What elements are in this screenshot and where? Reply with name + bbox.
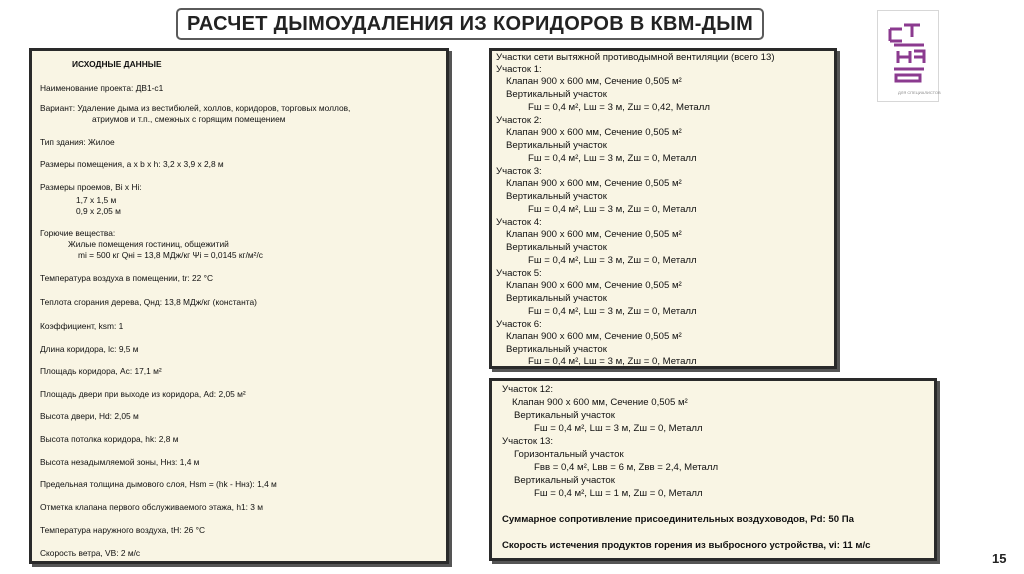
title-banner bbox=[176, 8, 764, 40]
text-line: Высота незадымляемой зоны, Hнз: 1,4 м bbox=[40, 457, 200, 467]
text-line: Участок 13: bbox=[502, 436, 554, 447]
text-line: Вертикальный участок bbox=[506, 293, 607, 304]
text-line: Высота двери, Hd: 2,05 м bbox=[40, 411, 139, 421]
text-line: 1,7 x 1,5 м bbox=[76, 195, 117, 205]
text-line: Вертикальный участок bbox=[506, 242, 607, 253]
text-line: Участок 4: bbox=[496, 217, 542, 228]
page-title: РАСЧЕТ ДЫМОУДАЛЕНИЯ ИЗ КОРИДОРОВ В КВМ-ДЫМ bbox=[186, 12, 754, 35]
text-line: Вариант: Удаление дыма из вестибюлей, холлов, коридоров, торговых моллов, bbox=[40, 103, 351, 113]
text-line: Площадь коридора, Ac: 17,1 м² bbox=[40, 366, 162, 376]
text-line: Fвв = 0,4 м², Lвв = 6 м, Zвв = 2,4, Металл bbox=[534, 462, 719, 473]
text-line: Fш = 0,4 м², Lш = 3 м, Zш = 0, Металл bbox=[528, 153, 697, 164]
text-line: Клапан 900 x 600 мм, Сечение 0,505 м² bbox=[506, 280, 682, 291]
text-line: Участок 12: bbox=[502, 384, 554, 395]
logo-caption: ДЛЯ СПЕЦИАЛИСТОВ bbox=[898, 90, 941, 95]
text-line: Скорость истечения продуктов горения из выбросного устройства, vi: 11 м/с bbox=[502, 540, 871, 551]
text-line: Клапан 900 x 600 мм, Сечение 0,505 м² bbox=[506, 76, 682, 87]
text-line: Fш = 0,4 м², Lш = 1 м, Zш = 0, Металл bbox=[534, 488, 703, 499]
text-line: Участок 5: bbox=[496, 268, 542, 279]
section-heading: ИСХОДНЫЕ ДАННЫЕ bbox=[72, 59, 162, 69]
text-line: Клапан 900 x 600 мм, Сечение 0,505 м² bbox=[506, 178, 682, 189]
text-line: Вертикальный участок bbox=[514, 410, 615, 421]
text-line: Температура наружного воздуха, tH: 26 °С bbox=[40, 525, 206, 535]
text-line: Fш = 0,4 м², Lш = 3 м, Zш = 0, Металл bbox=[528, 204, 697, 215]
text-line: Клапан 900 x 600 мм, Сечение 0,505 м² bbox=[512, 397, 688, 408]
text-line: Вертикальный участок bbox=[506, 140, 607, 151]
text-line: Жилые помещения гостиниц, общежитий bbox=[68, 239, 229, 249]
section-heading: Участки сети вытяжной противодымной вентиляции (всего 13) bbox=[496, 52, 775, 63]
text-line: Горючие вещества: bbox=[40, 228, 116, 238]
text-line: Площадь двери при выходе из коридора, Ad: 2,05 м² bbox=[40, 389, 246, 399]
text-line: Наименование проекта: ДВ1-с1 bbox=[40, 83, 164, 93]
text-line: Участок 2: bbox=[496, 115, 542, 126]
text-line: Fш = 0,4 м², Lш = 3 м, Zш = 0, Металл bbox=[534, 423, 703, 434]
network-summary-panel bbox=[489, 378, 937, 561]
text-line: Вертикальный участок bbox=[514, 475, 615, 486]
text-line: Вертикальный участок bbox=[506, 344, 607, 355]
text-line: 0,9 x 2,05 м bbox=[76, 206, 121, 216]
page-number: 15 bbox=[992, 551, 1007, 566]
network-sections-panel bbox=[489, 48, 837, 369]
text-line: Вертикальный участок bbox=[506, 89, 607, 100]
text-line: mi = 500 кг Qнi = 13,8 МДж/кг Ψi = 0,0145 кг/м²/с bbox=[78, 250, 263, 260]
logo bbox=[877, 10, 939, 102]
text-line: Теплота сгорания дерева, Qнд: 13,8 МДж/кг (константа) bbox=[40, 297, 257, 307]
text-line: Участок 1: bbox=[496, 64, 542, 75]
text-line: Клапан 900 x 600 мм, Сечение 0,505 м² bbox=[506, 127, 682, 138]
text-line: Клапан 900 x 600 мм, Сечение 0,505 м² bbox=[506, 331, 682, 342]
text-line: Высота потолка коридора, hk: 2,8 м bbox=[40, 434, 179, 444]
text-line: Размеры проемов, Bi x Hi: bbox=[40, 182, 142, 192]
text-line: Температура воздуха в помещении, tr: 22 °С bbox=[40, 273, 214, 283]
text-line: Суммарное сопротивление присоединительных воздуховодов, Pd: 50 Па bbox=[502, 514, 854, 525]
text-line: Fш = 0,4 м², Lш = 3 м, Zш = 0,42, Металл bbox=[528, 102, 710, 113]
text-line: Скорость ветра, VB: 2 м/с bbox=[40, 548, 141, 558]
text-line: Длина коридора, lc: 9,5 м bbox=[40, 344, 139, 354]
text-line: Клапан 900 x 600 мм, Сечение 0,505 м² bbox=[506, 229, 682, 240]
text-line: Вертикальный участок bbox=[506, 191, 607, 202]
text-line: Участок 3: bbox=[496, 166, 542, 177]
text-line: Fш = 0,4 м², Lш = 3 м, Zш = 0, Металл bbox=[528, 306, 697, 317]
text-line: Отметка клапана первого обслуживаемого этажа, h1: 3 м bbox=[40, 502, 264, 512]
text-line: Тип здания: Жилое bbox=[40, 137, 115, 147]
text-line: Fш = 0,4 м², Lш = 3 м, Zш = 0, Металл bbox=[528, 255, 697, 266]
text-line: атриумов и т.п., смежных с горящим помещением bbox=[92, 114, 286, 124]
text-line: Размеры помещения, a x b x h: 3,2 x 3,9 x 2,8 м bbox=[40, 159, 224, 169]
text-line: Горизонтальный участок bbox=[514, 449, 624, 460]
text-line: Предельная толщина дымового слоя, Hsm = (hk - Hнз): 1,4 м bbox=[40, 479, 277, 489]
text-line: Участок 6: bbox=[496, 319, 542, 330]
text-line: Fш = 0,4 м², Lш = 3 м, Zш = 0, Металл bbox=[528, 356, 697, 367]
stroi-nso-logo-icon bbox=[884, 19, 934, 87]
text-line: Коэффициент, ksm: 1 bbox=[40, 321, 124, 331]
source-data-panel bbox=[29, 48, 449, 564]
